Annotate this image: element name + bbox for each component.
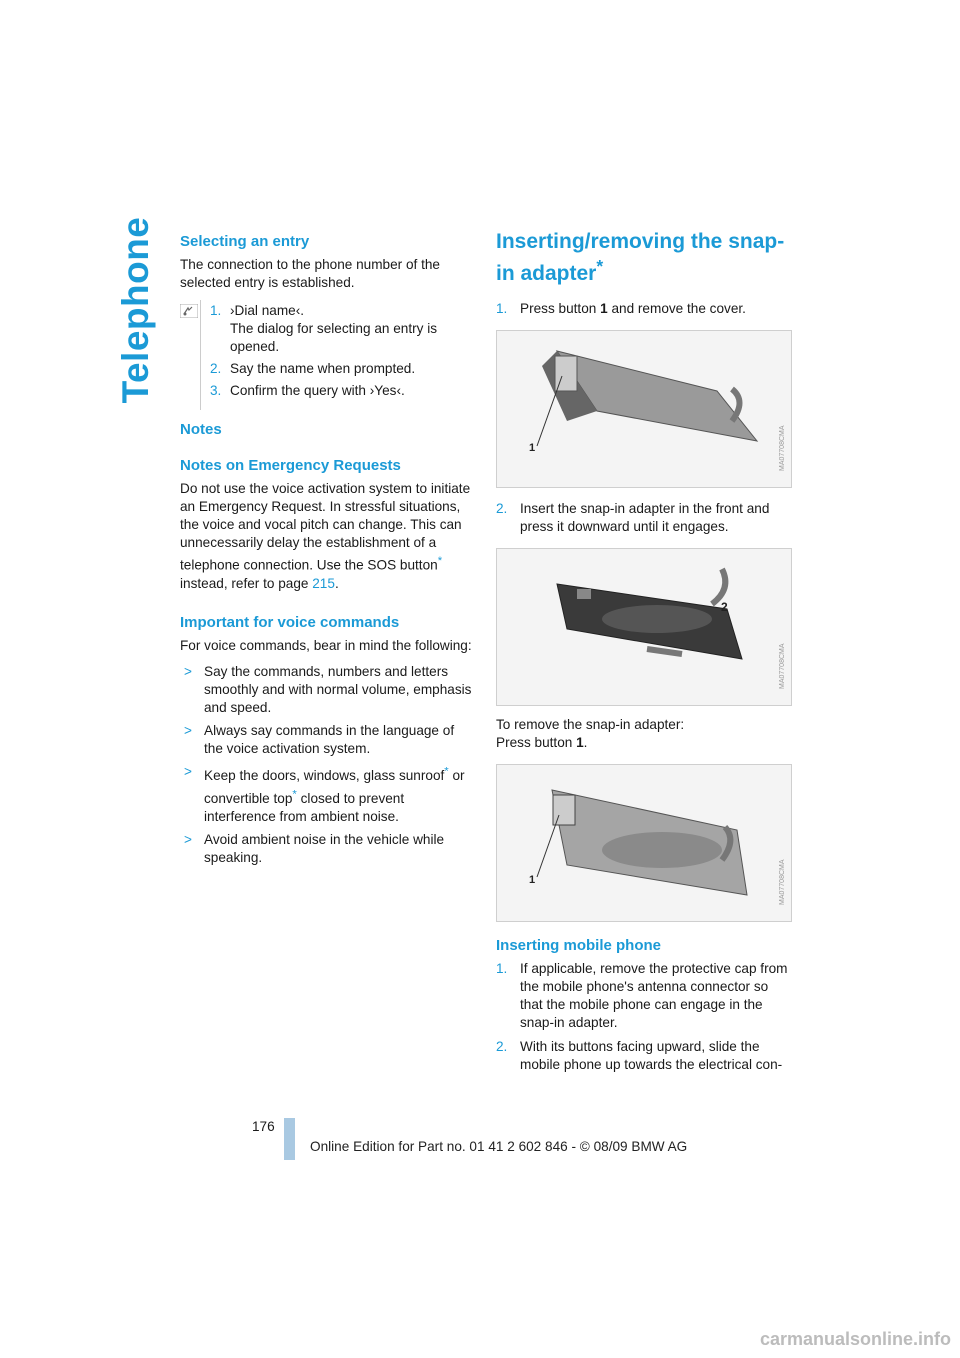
illustration-remove-adapter — [496, 764, 792, 922]
step-text: If applicable, remove the protective cap from the mobile phone's antenna connector so that the mobile phone can engage in the snap-in adapter. — [520, 961, 788, 1030]
list-item — [180, 663, 472, 717]
bullet-text: Always say commands in the language of the voice activation system. — [204, 722, 455, 756]
voice-command-icon — [180, 304, 198, 318]
snap-step-2: 2. Insert the snap-in adapter in the front and press it downward until it engages. — [496, 501, 770, 534]
step-text: ›Dial name‹. — [230, 303, 305, 318]
step-number: 3. — [210, 383, 222, 398]
page-number: 176 — [252, 1119, 275, 1134]
section-title-selecting-entry: Selecting an entry — [180, 233, 310, 250]
selecting-entry-text: The connection to the phone number of the selected entry is established. — [180, 257, 440, 290]
bullet-text: Keep the doors, windows, glass sunroof* or convertible top* closed to prevent interference from ambient noise. — [204, 765, 465, 824]
bullet-marker: > — [184, 831, 192, 847]
chapter-title-text: Telephone — [115, 216, 156, 404]
svg-text:MA07708CMA: MA07708CMA — [779, 643, 786, 689]
mobile-step-1 — [496, 960, 792, 1032]
bullet-marker: > — [184, 722, 192, 738]
list-item — [180, 722, 472, 758]
footer-edition-text: Online Edition for Part no. 01 41 2 602 846 - © 08/09 BMW AG — [310, 1139, 688, 1154]
adapter-remove-illustration — [497, 765, 791, 921]
svg-text:1: 1 — [529, 442, 536, 454]
watermark: carmanualsonline.info — [760, 1329, 952, 1349]
chapter-side-title — [112, 216, 160, 404]
voice-commands-text: For voice commands, bear in mind the following: — [180, 637, 472, 653]
steps-divider — [200, 300, 201, 410]
bullet-text: Say the commands, numbers and letters smoothly and with normal volume, emphasis and speed. — [204, 663, 472, 715]
right-column — [496, 230, 792, 1074]
step-number: 1. — [210, 303, 222, 318]
emergency-text: Do not use the voice activation system to initiate an Emergency Request. In stressful situations, the voice and vocal pitch can change. This can unnecessarily delay the establishment of a telephone connection. Use the SOS button* instead, refer to page 215. — [180, 481, 471, 591]
step-number: 2. — [496, 1039, 508, 1054]
step-item — [210, 302, 472, 356]
bullet-marker: > — [184, 663, 192, 679]
list-item — [180, 763, 472, 826]
step-text: With its buttons facing upward, slide the mobile phone up towards the electrical con- — [520, 1039, 783, 1072]
svg-text:MA07708CMA: MA07708CMA — [779, 859, 786, 905]
svg-text:2: 2 — [721, 600, 728, 614]
step-item — [210, 382, 472, 400]
mobile-step-2 — [496, 1038, 792, 1074]
step-item — [210, 360, 472, 378]
remove-adapter-text: To remove the snap-in adapter: — [496, 717, 685, 732]
bullet-marker: > — [184, 763, 192, 779]
emergency-title: Notes on Emergency Requests — [180, 457, 401, 474]
step-text: Say the name when prompted. — [230, 361, 416, 376]
step-text: Confirm the query with ›Yes‹. — [230, 383, 405, 398]
notes-title: Notes — [180, 421, 222, 438]
voice-steps — [180, 302, 472, 400]
adapter-insert-illustration — [497, 549, 791, 705]
adapter-cover-illustration — [497, 331, 791, 487]
svg-text:1: 1 — [529, 874, 536, 886]
bullet-text: Avoid ambient noise in the vehicle while speaking. — [204, 831, 445, 865]
step-number: 2. — [210, 361, 222, 376]
left-column — [180, 232, 472, 872]
section-title-snap-in: Inserting/removing the snap-in adapter* — [496, 230, 785, 285]
step-number: 2. — [496, 501, 508, 516]
illustration-insert-adapter — [496, 548, 792, 706]
step-number: 1. — [496, 961, 508, 976]
optional-asterisk: * — [437, 555, 443, 567]
svg-text:MA07708CMA: MA07708CMA — [779, 425, 786, 471]
press-button-text: Press button 1. — [496, 735, 588, 750]
page-link-215[interactable]: 215 — [312, 575, 335, 591]
step-subtext: The dialog for selecting an entry is opened. — [230, 321, 438, 354]
illustration-remove-cover — [496, 330, 792, 488]
list-item — [180, 831, 472, 867]
mobile-phone-title: Inserting mobile phone — [496, 937, 662, 954]
step-number: 1. — [496, 301, 508, 316]
voice-commands-title: Important for voice commands — [180, 613, 400, 631]
snap-step-1: 1. Press button 1 and remove the cover. — [496, 301, 746, 316]
footer-bar — [284, 1118, 295, 1160]
